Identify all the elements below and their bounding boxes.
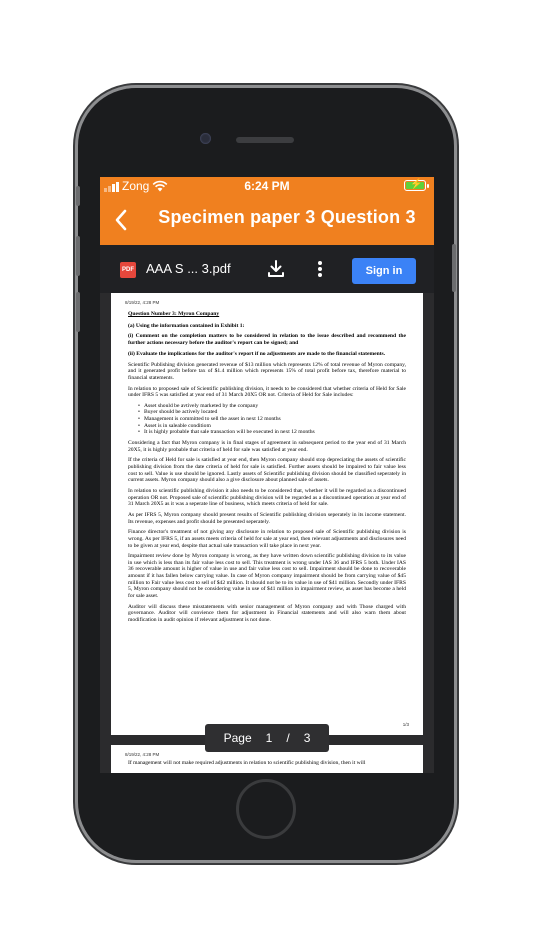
carrier-name: Zong: [122, 179, 150, 193]
page-title: Specimen paper 3 Question 3: [158, 207, 416, 227]
page-indicator-total: 3: [303, 731, 311, 745]
download-icon[interactable]: [266, 259, 286, 279]
pdf-viewer[interactable]: [100, 293, 434, 773]
home-button[interactable]: [236, 779, 296, 839]
part-ii-text: (ii) Evaluate the implications for the auditor's report if no adjustments are made to the financial statements.: [128, 350, 386, 357]
list-item: • Buyer should be actively located: [138, 409, 406, 416]
question-heading: Question Number 3: Myron Company: [128, 311, 220, 317]
page-indicator-separator: /: [286, 731, 290, 745]
list-item: • Asset is in saleable conditiom: [138, 423, 406, 430]
paragraph: Considering a fact that Myron company is in final stages of agreement in subsequent period to the year end of 31 March 20X5, it is highly probable that criteria of held for sale was satisfied at year end.: [128, 440, 406, 453]
status-bar: [100, 177, 434, 195]
pdf-page-1: [111, 293, 423, 735]
paragraph: Finance director's treatment of not giving any disclosure in relation to proposed sale of Scientific publishing division is wrong. As per IFRS 5, if an assets meets criteria of held for sale at year end, then relevant adjustments and disclosures need to be given at year end, despite that actual sale transaction will take place in next year.: [128, 529, 406, 549]
criteria-list: [138, 403, 406, 436]
front-camera: [200, 133, 211, 144]
page-indicator: [205, 724, 329, 752]
paragraph: As per IFRS 5, Myron company should present results of Scientific publishing division seperately in its income statement. Its revenue, expenses and profit should be presented seperately.: [128, 511, 406, 525]
battery-charging-icon: ⚡: [404, 180, 426, 191]
list-item: • It is highly probable that sale transaction will be executed in next 12 months: [138, 429, 406, 436]
paragraph: Auditor will discuss these misstatements with senior management of Myron company and with Those charged with governance. Auditor will convience them for adjustment in Financial statements and will also warn them about modification in audit opinion if relevant adjustment is not done.: [128, 603, 406, 623]
part-a-text: (a) Using the information contained in Exhibit 1:: [128, 322, 245, 329]
paragraph: If the criteria of Held for sale is satisfied at year end, then Myron company should stop depreciating the assets of scientific publishing division from the date criteria of held for sale is satisfied. Further assets should be impaired to fair value less cost to sell. Value is use should be ignored. Lastly assets of Scientific publishing division should be classified seperately in current assets. Myron company should also a give disclosure about planned sale of assets.: [128, 457, 406, 484]
list-item: • Asset should be avtively marketed by the company: [138, 403, 406, 410]
power-button: [452, 244, 456, 292]
screen: [100, 177, 434, 773]
list-item: • Management is committed to sell the asset in next 12 months: [138, 416, 406, 423]
page-indicator-current: 1: [265, 731, 273, 745]
page-header-timestamp: 8/19/22, 4:28 PM: [125, 300, 160, 305]
back-chevron-icon[interactable]: [110, 207, 134, 233]
paragraph: Scientific Publishing division generated revenue of $13 million which represents 12% of total revenue of Myron company, and it generated profit before tax of $1.4 million which represents 15% of total profit before tax, therefore material to financial statements.: [128, 361, 406, 381]
page-footer-number: 1/3: [402, 722, 409, 727]
document-body: [128, 760, 406, 771]
document-body: [128, 311, 406, 628]
earpiece-speaker: [236, 137, 294, 143]
file-name: AAA S ... 3.pdf: [146, 261, 231, 276]
app-bar: [100, 195, 434, 245]
volume-down-button: [76, 292, 80, 332]
pdf-file-icon: PDF: [120, 262, 136, 278]
part-i-text: (i) Comment on the completion matters to be considered in relation to the issue described and recommend the further actions necessary before the auditor's report can be signed; and: [128, 333, 406, 346]
status-time: 6:24 PM: [244, 179, 290, 193]
sign-in-button[interactable]: Sign in: [352, 258, 416, 284]
mute-switch: [76, 186, 80, 206]
paragraph: Impairment review done by Myron company is wrong, as they have written down scientific publishing division to its value in use which is less than its fair value less cost to sell. This treatment is wrong under IAS 36 and IFRS 5 both. Under IAS 36 recoverable amount is higher of value in use and fair value less cost to sell. Impairment should be done to recoverable amount if it has fallen below carrying value. In case of Myron company impairment should be from carrying value of $45 million to Fair value less cost to sell of $42 million. It should not be to its value in use of $41 million. Secondly under IFRS 5, Myron company should not be considering value in use of $41 million in impairment review, as asset has become a held for sale asset.: [128, 553, 406, 599]
pdf-toolbar: [100, 245, 434, 293]
more-vertical-icon[interactable]: [314, 259, 326, 279]
page-header-timestamp: 8/19/22, 4:28 PM: [125, 752, 160, 757]
page-indicator-label: Page: [223, 731, 252, 745]
paragraph: In relation to scientific publishing division it also needs to be considered that, whether it will be regarded as a discontinued operation OR not. Proposed sale of scientific publishing division will be regarded as a discontinued operation at year end of 31 March 20X5 as it was a seperate line of business, which meets criteria of held for sale.: [128, 487, 406, 508]
volume-up-button: [76, 236, 80, 276]
paragraph: In relation to proposed sale of Scientific publishing division, it needs to be considered that whether criteria of Held for Sale under IFRS 5 was satisfied at year end of 31 March 20X5 OR not. Criteria of Held for Sale includes:: [128, 385, 406, 399]
paragraph: If management will not make required adjustments in relation to scientific publishing division, then it will: [128, 760, 366, 766]
